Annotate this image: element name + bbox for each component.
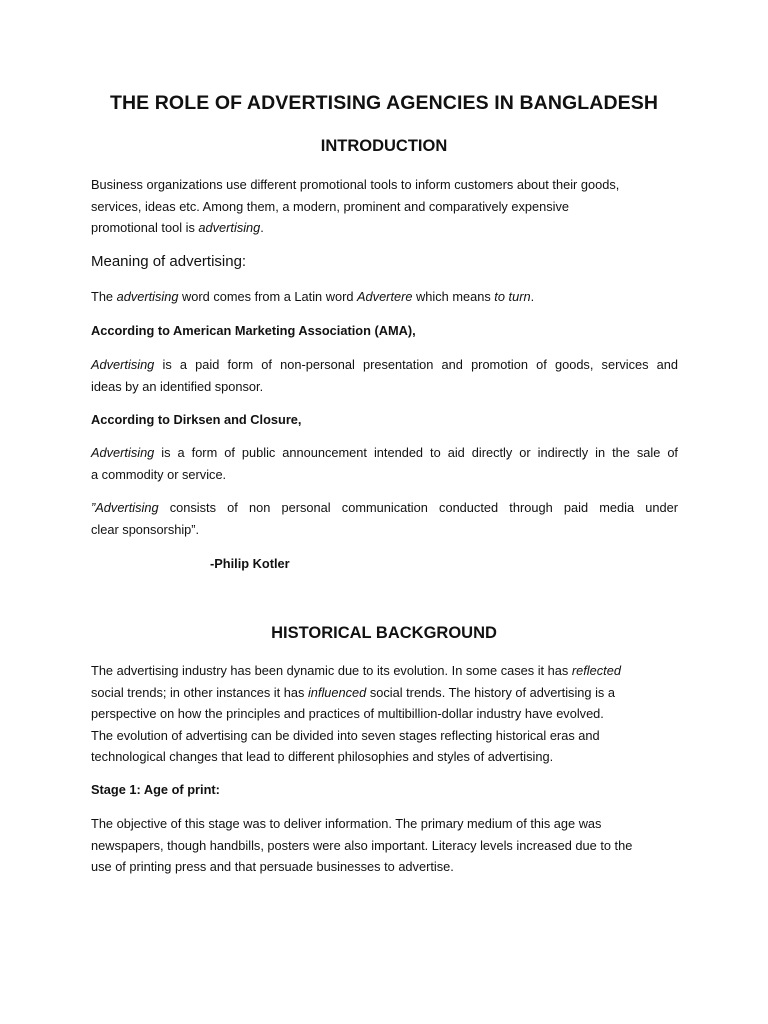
text-line: perspective on how the principles and practices of multibillion-dollar industry have evolved. <box>91 706 604 721</box>
italic-term: influenced <box>307 684 367 700</box>
italic-term: Advertising <box>91 445 155 460</box>
text-run: consists of non personal communication conducted through paid media under <box>158 500 678 515</box>
text-run: The advertising industry has been dynamic due to its evolution. In some cases it has <box>91 663 572 678</box>
italic-term: Advertising <box>91 357 155 372</box>
meaning-paragraph <box>91 286 678 308</box>
text-run: is a paid form of non-personal presentation and promotion of goods, services and <box>154 357 678 372</box>
text-line: a commodity or service. <box>91 466 227 482</box>
text-run: word comes from a Latin word <box>178 289 358 304</box>
text-run: which means <box>412 289 495 304</box>
text-line: ideas by an identified sponsor. <box>91 378 264 394</box>
history-paragraph <box>91 660 678 768</box>
text-line: The objective of this stage was to deliver information. The primary medium of this age was <box>91 816 602 831</box>
ama-definition <box>91 354 678 397</box>
dirksen-definition <box>91 442 678 485</box>
text-run: social trends; in other instances it has <box>91 684 308 700</box>
text-run: . <box>530 289 535 304</box>
quote-mark: ” <box>91 500 96 515</box>
introduction-heading: INTRODUCTION <box>320 137 448 155</box>
italic-term: reflected <box>571 663 621 678</box>
kotler-signature: -Philip Kotler <box>210 556 290 571</box>
text-line: technological changes that lead to different philosophies and styles of advertising. <box>91 749 554 764</box>
text-line <box>91 354 678 376</box>
italic-term: to turn <box>494 289 531 304</box>
text-run: promotional tool is <box>91 220 199 235</box>
stage1-heading: Stage 1: Age of print: <box>91 782 220 797</box>
text-run: is a form of public announcement intended to aid directly or indirectly in the sale of <box>154 445 678 460</box>
meaning-heading: Meaning of advertising: <box>91 253 247 270</box>
ama-heading: According to American Marketing Association (AMA), <box>91 323 416 338</box>
italic-term: Advertere <box>357 289 413 304</box>
text-line: services, ideas etc. Among them, a modern, prominent and comparatively expensive <box>91 198 569 214</box>
text-line <box>91 660 678 682</box>
italic-term: Advertising <box>95 500 159 515</box>
text-line: The evolution of advertising can be divided into seven stages reflecting historical eras and <box>91 727 600 743</box>
text-line <box>91 442 678 464</box>
text-line: newspapers, though handbills, posters were also important. Literacy levels increased due to the <box>91 837 633 853</box>
introduction-paragraph <box>91 174 678 239</box>
text-line: use of printing press and that persuade businesses to advertise. <box>91 859 454 874</box>
text-line: Business organizations use different promotional tools to inform customers about their goods, <box>91 177 620 192</box>
text-line: clear sponsorship”. <box>91 521 200 537</box>
italic-term: advertising <box>116 289 179 304</box>
historical-background-heading: HISTORICAL BACKGROUND <box>271 624 497 642</box>
stage1-paragraph <box>91 813 678 878</box>
text-line <box>91 217 678 239</box>
text-line <box>91 682 678 704</box>
text-run: social trends. The history of advertising is a <box>366 684 616 700</box>
text-run: The <box>91 289 117 304</box>
dirksen-heading: According to Dirksen and Closure, <box>91 412 302 427</box>
text-run: . <box>260 220 264 235</box>
text-line <box>91 497 678 519</box>
document-title: THE ROLE OF ADVERTISING AGENCIES IN BANGLADESH <box>109 92 659 114</box>
kotler-quote <box>91 497 678 540</box>
text-line <box>91 286 678 308</box>
italic-term: advertising <box>198 220 261 235</box>
